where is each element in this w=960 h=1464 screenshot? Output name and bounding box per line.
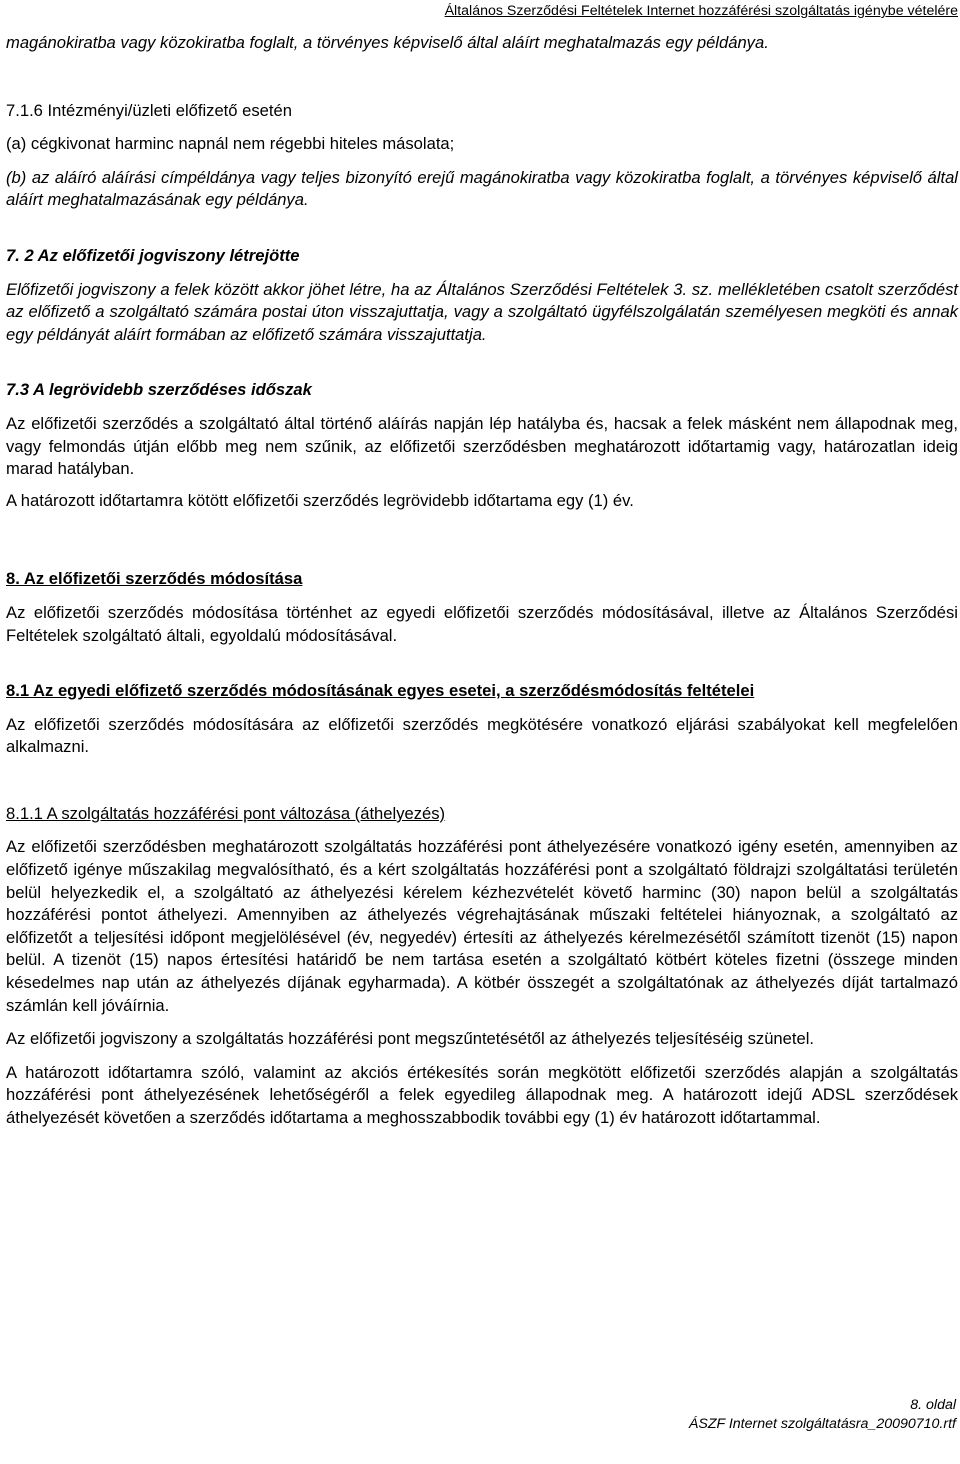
section-8-heading: 8. Az előfizetői szerződés módosítása (6, 569, 303, 589)
section-7-3-body-2: A határozott időtartamra kötött előfizetői szerződés legrövidebb időtartama egy (1) év. (6, 490, 634, 510)
section-8-1-heading: 8.1 Az egyedi előfizető szerződés módosításának egyes esetei, a szerződésmódosítás feltételei (6, 681, 755, 701)
section-7-2-body: Előfizetői jogviszony a felek között akkor jöhet létre, ha az Általános Szerződési Feltételek 3. sz. mellékletében csatolt szerződést az előfizető a szolgáltató számára postai úton visszajuttatja, vagy a szolgáltató ügyfélszolgálatán személyesen megköti és annak egy példányát aláírt formában az előfizető számára visszajuttatja. (6, 279, 958, 344)
page-number: 8. oldal (910, 1397, 956, 1413)
section-7-1-6-item-a: (a) cégkivonat harminc napnál nem régebbi hiteles másolata; (6, 134, 455, 154)
section-8-1-1-body-3: A határozott időtartamra szóló, valamint az akciós értékesítés során megkötött előfizetői szerződés alapján a szolgáltatás hozzáférési pont áthelyezésének lehetőségéről a felek egyedileg állapodnak meg. A határozott idejű ADSL szerződések áthelyezését követően a szerződés időtartama a meghosszabbodik további egy (1) év határozott időtartammal. (6, 1062, 958, 1127)
section-8-body: Az előfizetői szerződés módosítása történhet az egyedi előfizetői szerződés módosításával, illetve az Általános Szerződési Feltételek szolgáltató általi, egyoldalú módosításával. (6, 602, 958, 645)
footer-file-name: ÁSZF Internet szolgáltatásra_20090710.rtf (688, 1415, 956, 1432)
section-7-2-heading: 7. 2 Az előfizetői jogviszony létrejötte (6, 245, 300, 265)
running-header: Általános Szerződési Feltételek Internet hozzáférési szolgáltatás igénybe vételére (444, 3, 958, 19)
section-8-1-1-body-1: Az előfizetői szerződésben meghatározott szolgáltatás hozzáférési pont áthelyezésére vonatkozó igény esetén, amennyiben az előfizető igénye műszakilag megvalósítható, és a kért szolgáltatás hozzáférési pont a szolgáltató földrajzi szolgáltatási területén belül helyezkedik el, a szolgáltató az áthelyezési kérelem kézhezvételét követő harminc (30) napon belül a szolgáltatás hozzáférési pontot áthelyezi. Amennyiben az áthelyezés végrehajtásának műszaki feltételei hiányoznak, a szolgáltató az előfizetőt a teljesítési időpont megjelölésével (év, negyedév) értesíti az áthelyezés kérelmezésétől számított tizenöt (15) napon belül. A tizenöt (15) napos értesítési határidő be nem tartása esetén a szolgáltató kötbért köteles fizetni (összege minden késedelmes nap után az áthelyezés díjának egyharmada). A kötbér összegét a szolgáltatónak az áthelyezés díját tartalmazó számlán kell jóváírnia. (6, 837, 958, 1015)
section-8-1-body: Az előfizetői szerződés módosítására az előfizetői szerződés megkötésére vonatkozó eljárási szabályokat kell megfelelően alkalmazni. (6, 714, 958, 757)
section-7-1-6-item-b: (b) az aláíró aláírási címpéldánya vagy teljes bizonyító erejű magánokiratba vagy közokiratba foglalt, a törvényes képviselő által aláírt meghatalmazásának egy példánya. (6, 167, 958, 210)
section-8-1-1-heading: 8.1.1 A szolgáltatás hozzáférési pont változása (áthelyezés) (6, 803, 446, 823)
document-page (6, 0, 958, 1464)
section-8-1-1-body-2: Az előfizetői jogviszony a szolgáltatás hozzáférési pont megszűntetésétől az áthelyezés teljesítéséig szünetel. (6, 1029, 815, 1049)
section-7-3-heading: 7.3 A legrövidebb szerződéses időszak (6, 380, 312, 400)
intro-continuation-paragraph: magánokiratba vagy közokiratba foglalt, a törvényes képviselő által aláírt meghatalmazás egy példánya. (6, 33, 769, 52)
section-7-1-6-heading: 7.1.6 Intézményi/üzleti előfizető esetén (6, 100, 292, 120)
page-footer (689, 1396, 956, 1433)
section-7-3-body-1: Az előfizetői szerződés a szolgáltató által történő aláírás napján lép hatályba és, hacsak a felek másként nem állapodnak meg, vagy felmondás útján előbb meg nem szűnik, az előfizetői szerződésben meghatározott időtartamig vagy, határozatlan ideig marad hatályban. (6, 413, 958, 479)
document-body (6, 32, 958, 1130)
